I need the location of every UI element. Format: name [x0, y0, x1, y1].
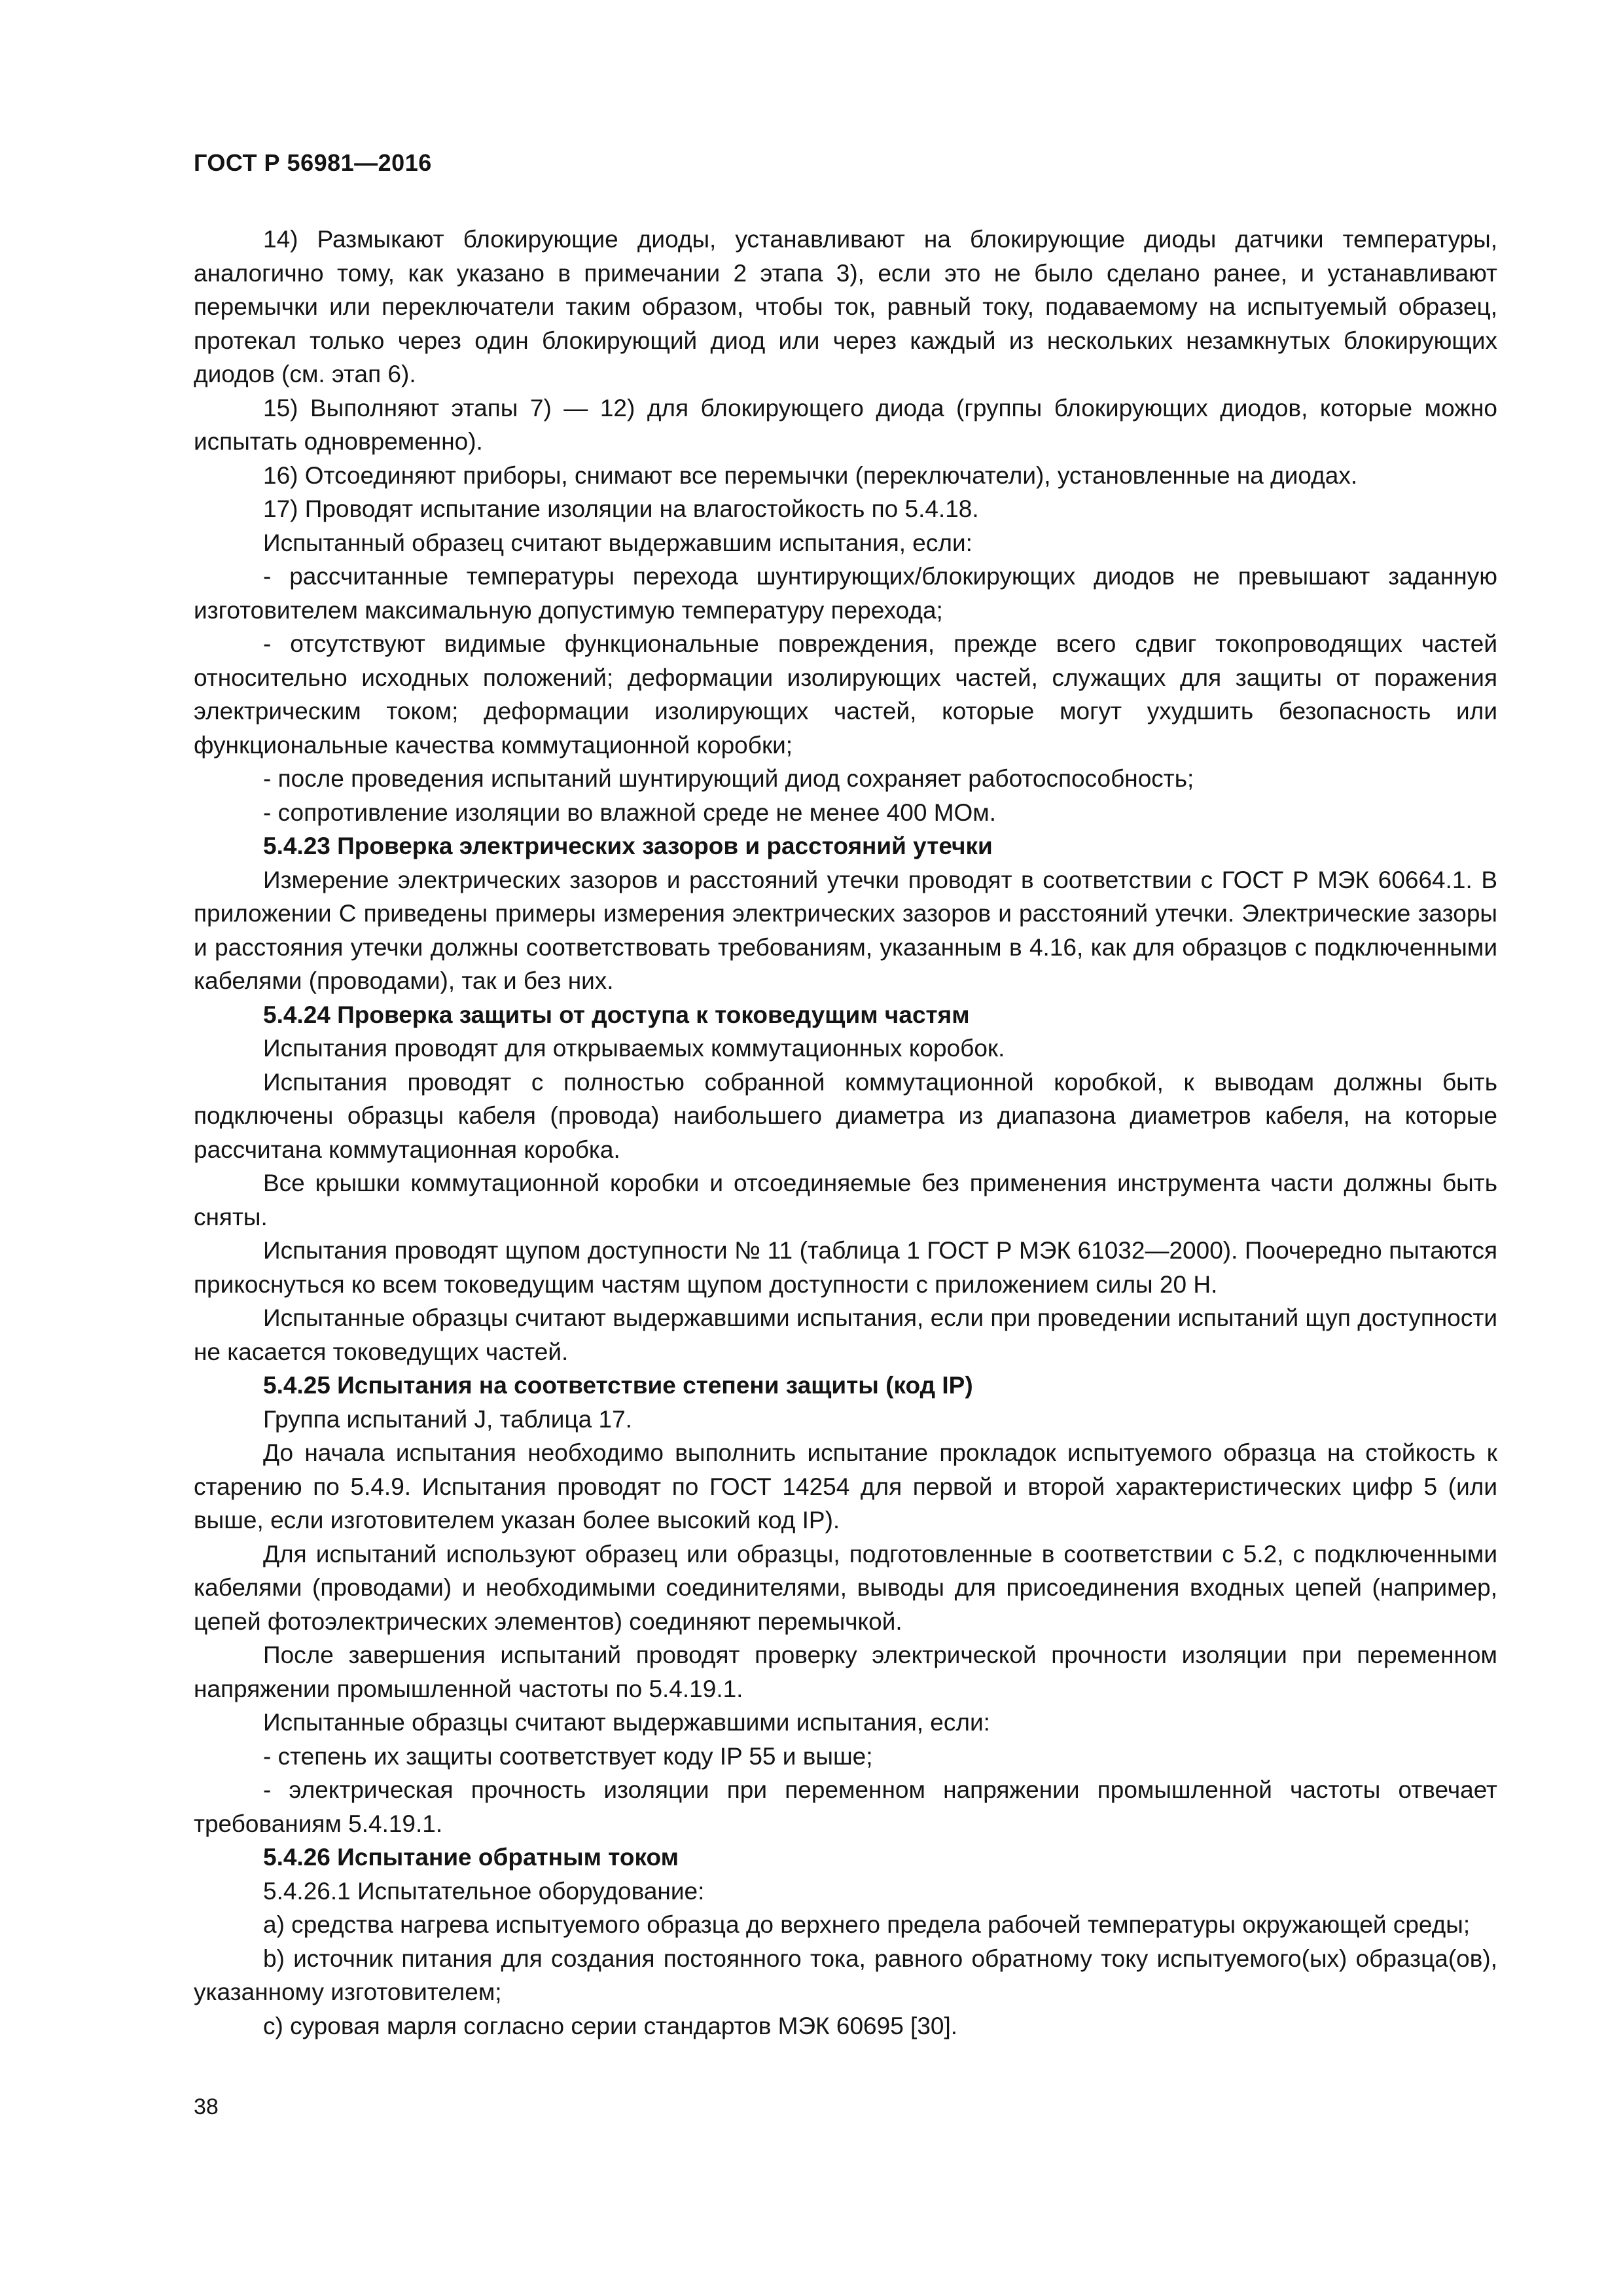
list-item: - степень их защиты соответствует коду IP 55 и выше; [263, 1742, 873, 1770]
document-code: ГОСТ Р 56981—2016 [194, 149, 432, 176]
page-number: 38 [194, 2094, 219, 2119]
paragraph: Испытания проводят щупом доступности № 11 (таблица 1 ГОСТ Р МЭК 61032—2000). Поочередно пытаются прикоснуться ко всем токоведущим частям щупом доступности с приложением силы 20 Н. [194, 1237, 1497, 1298]
list-item: a) средства нагрева испытуемого образца до верхнего предела рабочей температуры окружающей среды; [263, 1911, 1471, 1938]
paragraph: После завершения испытаний проводят проверку электрической прочности изоляции при переменном напряжении промышленной частоты по 5.4.19.1. [194, 1641, 1497, 1702]
paragraph: 16) Отсоединяют приборы, снимают все перемычки (переключатели), установленные на диодах. [263, 461, 1358, 489]
paragraph: 15) Выполняют этапы 7) — 12) для блокирующего диода (группы блокирующих диодов, которые можно испытать одновременно). [194, 394, 1497, 455]
section-heading: 5.4.24 Проверка защиты от доступа к токоведущим частям [263, 1001, 970, 1028]
paragraph: 14) Размыкают блокирующие диоды, устанавливают на блокирующие диоды датчики температуры, аналогично тому, как указано в примечании 2 этапа 3), если это не было сделано ранее, и устанавливают перемычки или переключатели таким образом, чтобы ток, равный току, подаваемому на испытуемый образец, протекал только через один блокирующий диод или через каждый из нескольких незамкнутых блокирующих диодов (см. этап 6). [194, 226, 1497, 387]
list-item: - отсутствуют видимые функциональные повреждения, прежде всего сдвиг токопроводящих частей относительно исходных положений; деформации изолирующих частей, служащих для защиты от поражения электрическим током; деформации изолирующих частей, которые могут ухудшить безопасность или функциональные качества коммутационной коробки; [194, 630, 1497, 759]
section-heading: 5.4.25 Испытания на соответствие степени защиты (код IP) [263, 1372, 973, 1399]
list-item: c) суровая марля согласно серии стандартов МЭК 60695 [30]. [263, 2012, 958, 2039]
list-item: - электрическая прочность изоляции при переменном напряжении промышленной частоты отвечает требованиям 5.4.19.1. [194, 1776, 1497, 1837]
paragraph: Испытанные образцы считают выдержавшими испытания, если при проведении испытаний щуп доступности не касается токоведущих частей. [194, 1304, 1497, 1365]
list-item: - рассчитанные температуры перехода шунтирующих/блокирующих диодов не превышают заданную изготовителем максимальную допустимую температуру перехода; [194, 563, 1497, 624]
paragraph: 5.4.26.1 Испытательное оборудование: [263, 1877, 705, 1905]
paragraph: До начала испытания необходимо выполнить испытание прокладок испытуемого образца на стойкость к старению по 5.4.9. Испытания проводят по ГОСТ 14254 для первой и второй характеристических цифр 5 (или выше, если изготовителем указан более высокий код IP). [194, 1439, 1497, 1534]
paragraph: Для испытаний используют образец или образцы, подготовленные в соответствии с 5.2, с подключенными кабелями (проводами) и необходимыми соединителями, выводы для присоединения входных цепей (например, цепей фотоэлектрических элементов) соединяют перемычкой. [194, 1540, 1497, 1635]
section-heading: 5.4.23 Проверка электрических зазоров и расстояний утечки [263, 833, 993, 859]
paragraph: Испытанные образцы считают выдержавшими испытания, если: [263, 1709, 990, 1736]
paragraph: Испытания проводят с полностью собранной коммутационной коробкой, к выводам должны быть подключены образцы кабеля (провода) наибольшего диаметра из диапазона диаметров кабеля, на которые рассчитана коммутационная коробка. [194, 1068, 1497, 1163]
paragraph: Группа испытаний J, таблица 17. [263, 1405, 632, 1433]
paragraph: 17) Проводят испытание изоляции на влагостойкость по 5.4.18. [263, 495, 979, 522]
paragraph: Испытанный образец считают выдержавшим испытания, если: [263, 529, 972, 556]
list-item: b) источник питания для создания постоянного тока, равного обратному току испытуемого(ых) образца(ов), указанному изготовителем; [194, 1945, 1497, 2005]
paragraph: Измерение электрических зазоров и расстояний утечки проводят в соответствии с ГОСТ Р МЭК 60664.1. В приложении С приведены примеры измерения электрических зазоров и расстояний утечки. Электрические зазоры и расстояния утечки должны соответствовать требованиям, указанным в 4.16, как для образцов с подключенными кабелями (проводами), так и без них. [194, 866, 1497, 994]
paragraph: Испытания проводят для открываемых коммутационных коробок. [263, 1035, 1005, 1062]
list-item: - сопротивление изоляции во влажной среде не менее 400 МОм. [263, 798, 997, 826]
body-text [194, 223, 1497, 2043]
section-heading: 5.4.26 Испытание обратным током [263, 1844, 679, 1871]
paragraph: Все крышки коммутационной коробки и отсоединяемые без применения инструмента части должны быть сняты. [194, 1170, 1497, 1230]
list-item: - после проведения испытаний шунтирующий диод сохраняет работоспособность; [263, 765, 1194, 792]
